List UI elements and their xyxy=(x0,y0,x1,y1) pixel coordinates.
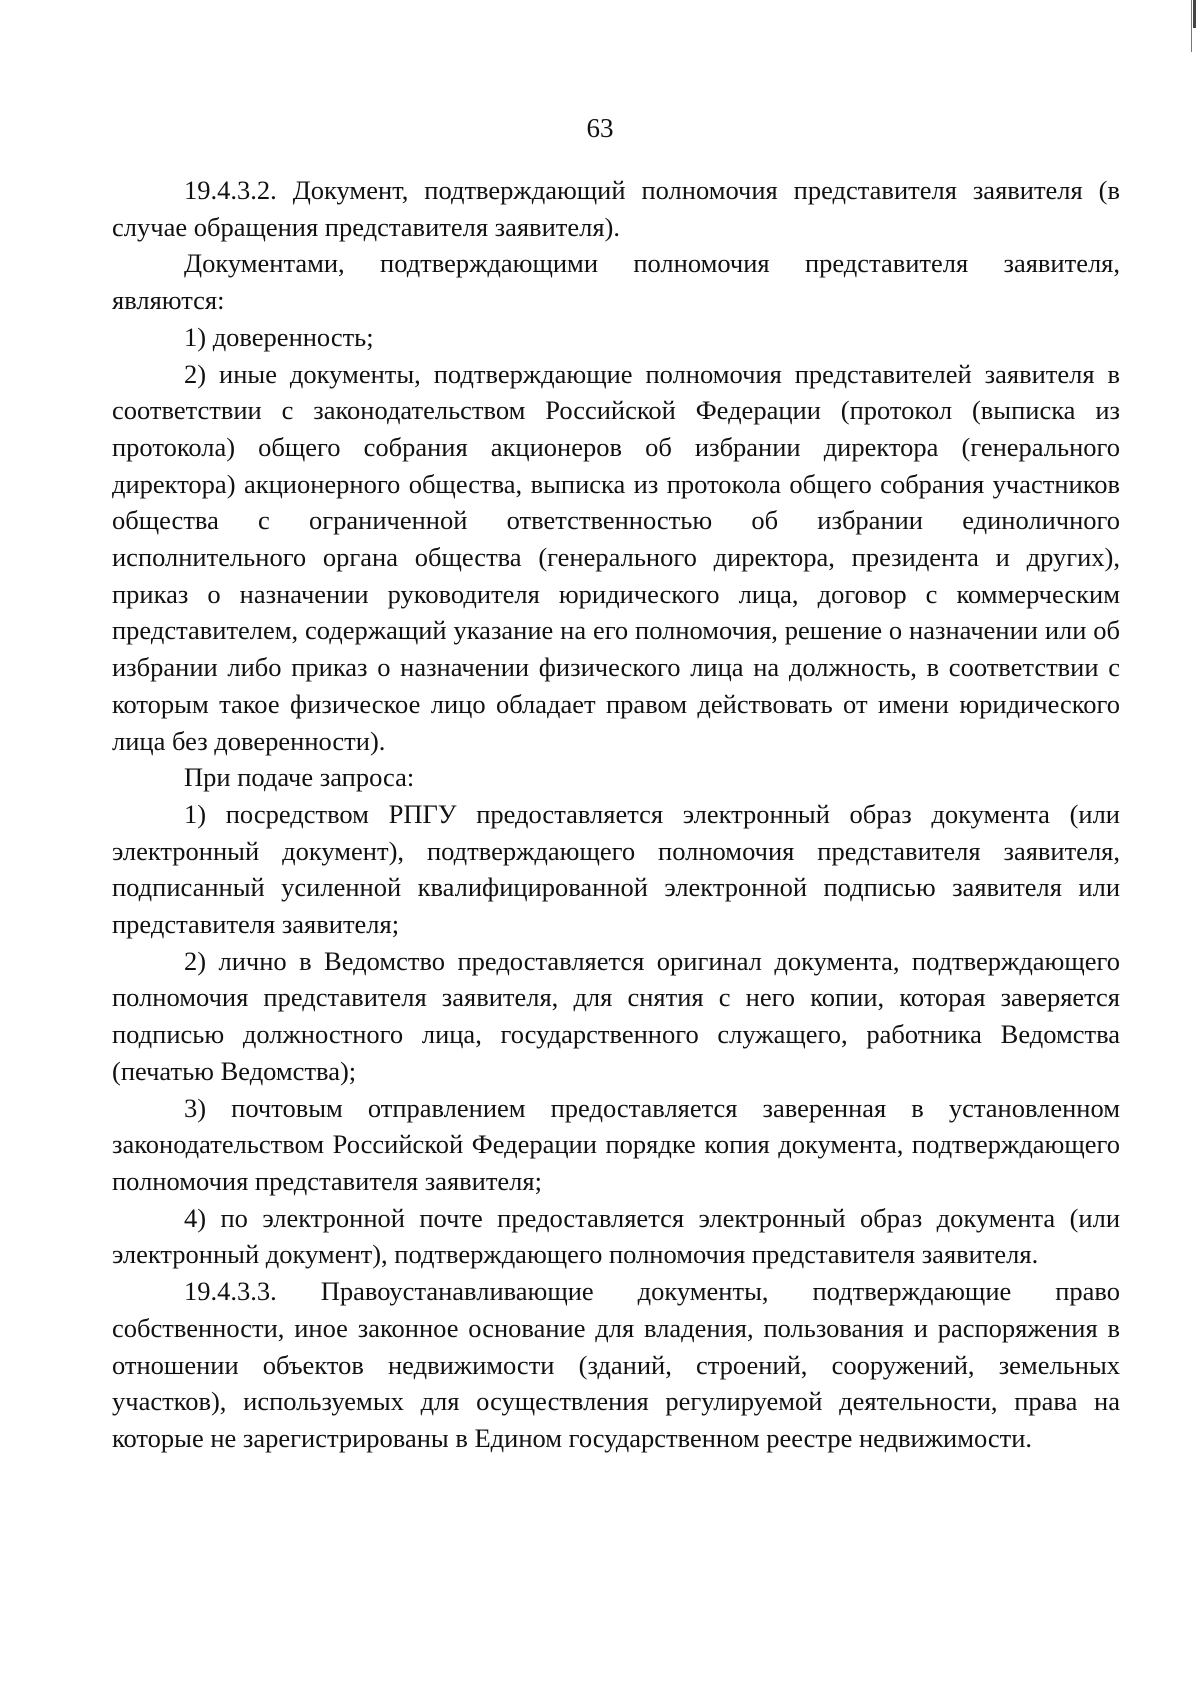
list-item-power-of-attorney: 1) доверенность; xyxy=(184,321,374,352)
list-item-by-email: 4) по электронной почте предоставляется электронный образ документа (или электронный документ), подтверждающего полномочия представителя заявителя. xyxy=(112,1202,1120,1270)
scan-edge-mark-secondary xyxy=(1191,0,1192,52)
paragraph-request-submission-intro: При подаче запроса: xyxy=(184,762,415,793)
document-body xyxy=(112,172,1120,1457)
list-item-other-documents: 2) иные документы, подтверждающие полномочия представителей заявителя в соответствии с законодательством Российской Федерации (протокол (выписка из протокола) общего собрания акционеров об избрании директора (генерального директора) акционерного общества, выписка из протокола общего собрания участников общества с ограниченной ответственностью об избрании единоличного исполнительного органа общества (генерального директора, президента и других), приказ о назначении руководителя юридического лица, договор с коммерческим представителем, содержащий указание на его полномочия, решение о назначении или об избрании либо приказ о назначении физического лица на должность, в соответствии с которым такое физическое лицо обладает правом действовать от имени юридического лица без доверенности). xyxy=(112,358,1120,756)
list-item-in-person: 2) лично в Ведомство предоставляется оригинал документа, подтверждающего полномочия представителя заявителя, для снятия с него копии, которая заверяется подписью должностного лица, государственного служащего, работника Ведомства (печатью Ведомства); xyxy=(112,945,1120,1086)
paragraph-19-4-3-3: 19.4.3.3. Правоустанавливающие документы, подтверждающие право собственности, иное законное основание для владения, пользования и распоряжения в отношении объектов недвижимости (зданий, строений, сооружений, земельных участков), используемых для осуществления регулируемой деятельности, права на которые не зарегистрированы в Едином государственном реестре недвижимости. xyxy=(112,1276,1120,1453)
list-item-by-post: 3) почтовым отправлением предоставляется заверенная в установленном законодательством Российской Федерации порядке копия документа, подтверждающего полномочия представителя заявителя; xyxy=(112,1092,1120,1196)
scan-edge-mark xyxy=(1193,0,1196,1696)
paragraph-authority-documents-intro: Документами, подтверждающими полномочия представителя заявителя, являются: xyxy=(112,248,1120,316)
page-number: 63 xyxy=(586,113,614,143)
list-item-via-rpgu: 1) посредством РПГУ предоставляется электронный образ документа (или электронный документ), подтверждающего полномочия представителя заявителя, подписанный усиленной квалифицированной электронной подписью заявителя или представителя заявителя; xyxy=(112,798,1120,940)
paragraph-19-4-3-2: 19.4.3.2. Документ, подтверждающий полномочия представителя заявителя (в случае обращения представителя заявителя). xyxy=(112,175,1120,242)
